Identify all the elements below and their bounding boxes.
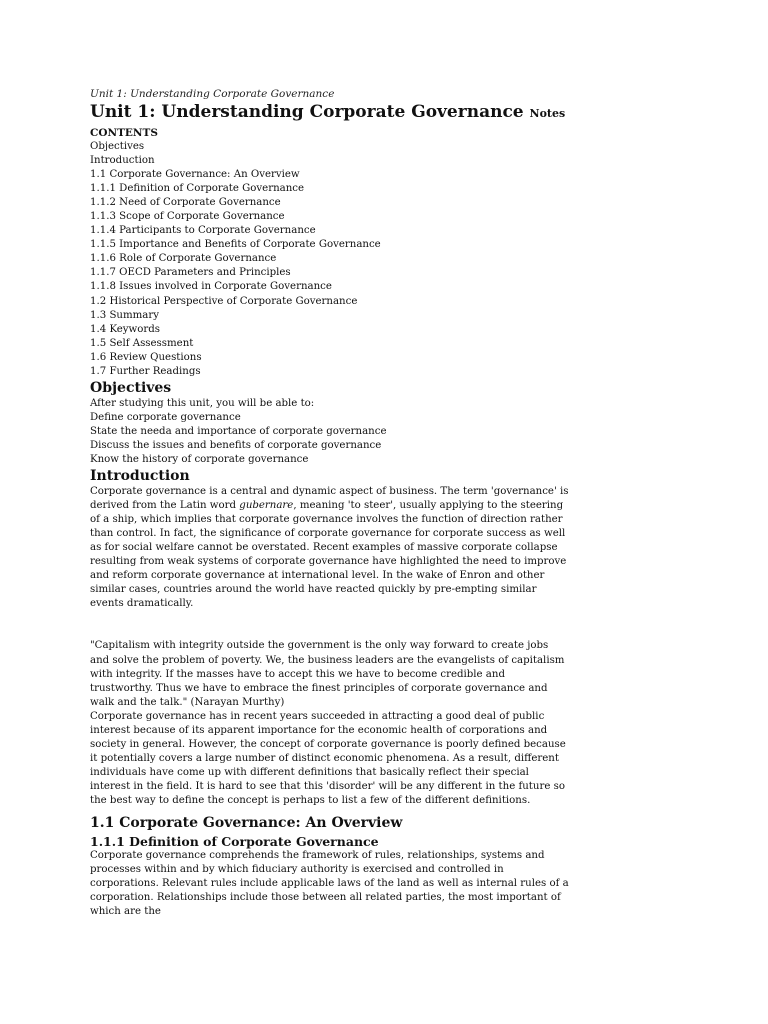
toc-item: 1.1.8 Issues involved in Corporate Governance — [90, 281, 332, 293]
toc-item: 1.3 Summary — [90, 309, 159, 321]
toc-item: 1.1 Corporate Governance: An Overview — [90, 169, 300, 181]
toc-item: 1.7 Further Readings — [90, 365, 201, 377]
table-of-contents — [90, 140, 570, 379]
objective-item: Define corporate governance — [90, 411, 241, 423]
toc-item: 1.1.7 OECD Parameters and Principles — [90, 267, 291, 279]
toc-item: 1.5 Self Assessment — [90, 337, 194, 349]
toc-item: 1.1.1 Definition of Corporate Governance — [90, 183, 305, 195]
running-head: Unit 1: Understanding Corporate Governance — [90, 88, 335, 100]
section-1-1-heading: 1.1 Corporate Governance: An Overview — [90, 815, 403, 832]
toc-item: Objectives — [90, 141, 145, 152]
notes-label: Notes — [529, 107, 566, 120]
introduction-paragraph-1 — [90, 485, 570, 611]
objectives-list — [90, 411, 570, 467]
toc-item: 1.1.5 Importance and Benefits of Corporate Governance — [90, 239, 381, 251]
contents-label: CONTENTS — [90, 127, 158, 139]
spacer — [90, 611, 570, 639]
latin-term: gubernare — [239, 500, 294, 512]
document-page — [90, 88, 570, 919]
intro-p1-text-a: Corporate governance is a central and dynamic aspect of business. The term 'governance' is derived from the Latin word — [90, 486, 569, 512]
toc-item: 1.1.4 Participants to Corporate Governance — [90, 225, 316, 237]
objective-item: Know the history of corporate governance — [90, 453, 309, 465]
objectives-lead: After studying this unit, you will be able to: — [90, 397, 315, 409]
toc-item: 1.6 Review Questions — [90, 351, 202, 363]
objective-item: State the needa and importance of corporate governance — [90, 425, 387, 437]
intro-p1-text-b: , meaning 'to steer', usually applying to the steering of a ship, which implies that corporate governance involves the function of direction rather than control. In fact, the significance of corporate governance for corporate success as well as for social welfare cannot be overstated. Recent examples of massive corporate collapse resulting from weak systems of corporate governance have highlighted the need to improve and reform corporate governance at international level. In the wake of Enron and other similar cases, countries around the world have reacted quickly by pre-empting similar events dramatically. — [90, 500, 567, 610]
section-1-1-1-heading: 1.1.1 Definition of Corporate Governance — [90, 834, 379, 850]
objectives-heading: Objectives — [90, 379, 172, 396]
definition-paragraph: Corporate governance comprehends the framework of rules, relationships, systems and processes within and by which fiduciary authority is exercised and controlled in corporations. Relevant rules include applicable laws of the land as well as internal rules of a corporation. Relationships include those between all related parties, the most important of which are the — [90, 850, 569, 918]
quote-paragraph: "Capitalism with integrity outside the government is the only way forward to create jobs and solve the problem of poverty. We, the business leaders are the evangelists of capitalism with integrity. If the masses have to accept this we have to become credible and trustworthy. Thus we have to embrace the finest principles of corporate governance and walk and the talk." (Narayan Murthy) — [90, 640, 565, 708]
introduction-paragraph-2: Corporate governance has in recent years succeeded in attracting a good deal of public interest because of its apparent importance for the economic health of corporations and society in general. However, the concept of corporate governance is poorly defined because it potentially covers a large number of distinct economic phenomena. As a result, different individuals have come up with different definitions that basically reflect their special interest in the field. It is hard to see that this 'disorder' will be any different in the future so the best way to define the concept is perhaps to list a few of the different definitions. — [90, 710, 566, 806]
toc-item: 1.1.6 Role of Corporate Governance — [90, 253, 277, 265]
unit-title-text: Unit 1: Understanding Corporate Governance — [90, 102, 524, 122]
unit-title — [90, 102, 570, 124]
toc-item: 1.4 Keywords — [90, 323, 161, 335]
toc-item: 1.1.3 Scope of Corporate Governance — [90, 211, 285, 223]
introduction-heading: Introduction — [90, 468, 190, 485]
toc-item: 1.2 Historical Perspective of Corporate Governance — [90, 295, 358, 307]
objective-item: Discuss the issues and benefits of corporate governance — [90, 439, 382, 451]
toc-item: Introduction — [90, 155, 155, 167]
toc-item: 1.1.2 Need of Corporate Governance — [90, 197, 281, 209]
